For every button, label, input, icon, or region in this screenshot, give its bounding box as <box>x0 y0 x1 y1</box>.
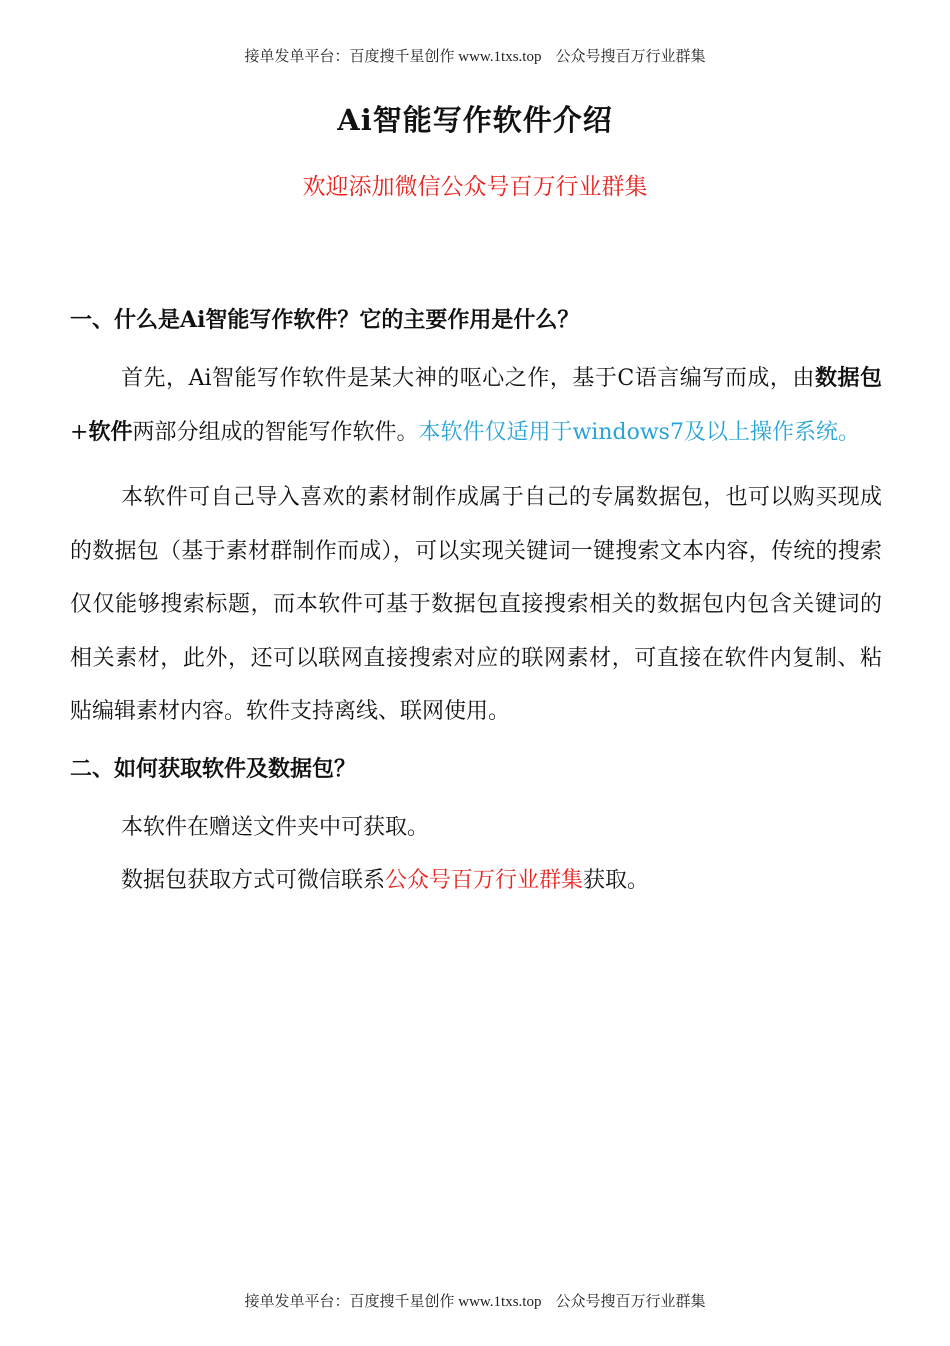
section-1-paragraph-2: 本软件可自己导入喜欢的素材制作成属于自己的专属数据包，也可以购买现成的数据包（基于素材群制作而成），可以实现关键词一键搜索文本内容，传统的搜索仅仅能够搜索标题，而本软件可基于数据包直接搜索相关的数据包内包含关键词的相关素材，此外，还可以联网直接搜索对应的联网素材，可直接在软件内复制、粘贴编辑素材内容。软件支持离线、联网使用。 <box>70 485 882 724</box>
os-requirement-note: 本软件仅适用于windows7及以上操作系统。 <box>418 419 860 445</box>
footer-left-text: 接单发单平台：百度搜千星创作 www.1txs.top <box>244 1294 542 1310</box>
header-left-text: 接单发单平台：百度搜千星创作 www.1txs.top <box>244 49 542 65</box>
para-text: 数据包获取方式可微信联系 <box>121 868 386 893</box>
bold-term-data-package: 数据包 <box>814 365 882 391</box>
para-text: 获取。 <box>583 868 650 893</box>
bold-term-software: 软件 <box>88 418 133 445</box>
wechat-account-highlight: 公众号百万行业群集 <box>385 868 584 893</box>
para-text: 首先，Ai智能写作软件是某大神的呕心之作，基于C语言编写而成，由 <box>121 366 815 391</box>
section-1-paragraph-1 <box>70 352 882 459</box>
document-body <box>70 300 882 908</box>
section-1-heading: 一、什么是Ai智能写作软件？它的主要作用是什么？ <box>70 307 580 333</box>
section-2-paragraph-2 <box>70 854 882 908</box>
plus-sign: + <box>70 419 89 445</box>
para-text: 两部分组成的智能写作软件。 <box>132 419 419 445</box>
footer-right-text: 公众号搜百万行业群集 <box>555 1294 706 1310</box>
document-title: Ai智能写作软件介绍 <box>337 103 613 137</box>
page-header <box>0 45 950 66</box>
page-footer <box>0 1290 950 1311</box>
section-2-heading: 二、如何获取软件及数据包？ <box>70 755 357 782</box>
document-subtitle: 欢迎添加微信公众号百万行业群集 <box>302 174 648 200</box>
header-right-text: 公众号搜百万行业群集 <box>555 49 706 65</box>
section-2-paragraph-1: 本软件在赠送文件夹中可获取。 <box>121 814 430 840</box>
